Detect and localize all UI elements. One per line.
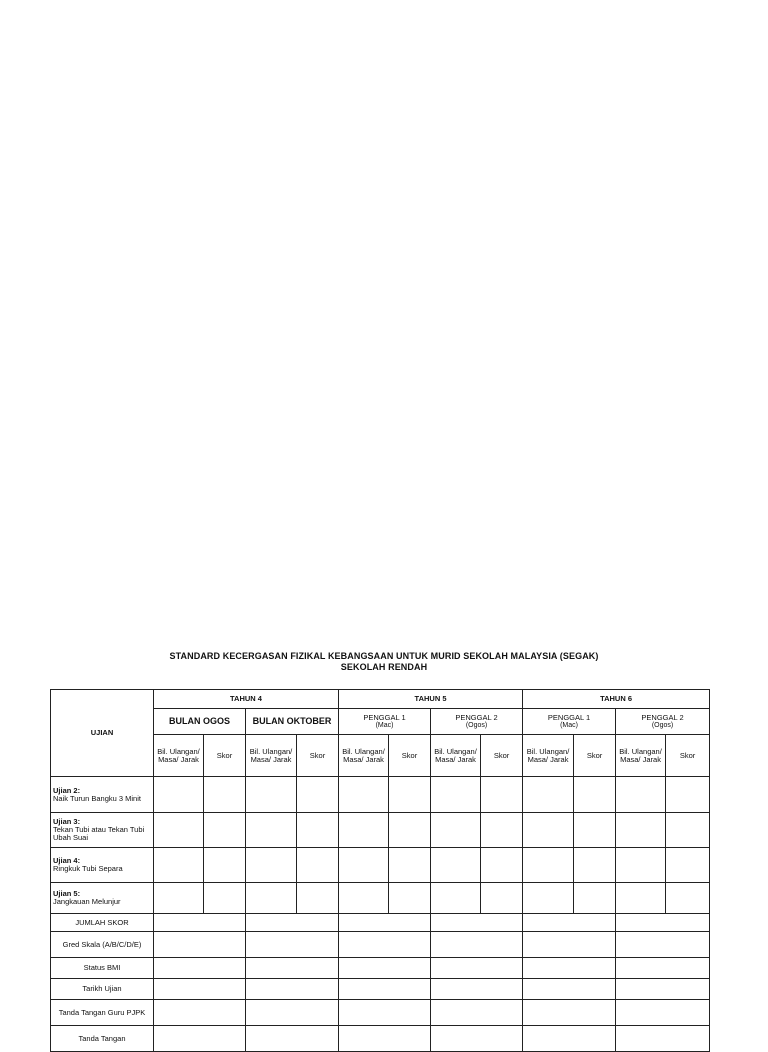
entry-cell[interactable] xyxy=(339,932,431,958)
entry-cell[interactable] xyxy=(431,914,523,932)
entry-cell[interactable] xyxy=(616,777,666,813)
entry-cell[interactable] xyxy=(154,883,204,914)
table-row xyxy=(51,914,710,932)
col-bil-header: Bil. Ulangan/ Masa/ Jarak xyxy=(431,735,481,777)
entry-cell[interactable] xyxy=(523,914,616,932)
test-label xyxy=(51,813,154,848)
year-header-tahun-5: TAHUN 5 xyxy=(339,690,523,709)
entry-cell[interactable] xyxy=(431,883,481,914)
entry-cell[interactable] xyxy=(339,883,389,914)
entry-cell[interactable] xyxy=(297,848,339,883)
table-row xyxy=(51,848,710,883)
entry-cell[interactable] xyxy=(574,777,616,813)
entry-cell[interactable] xyxy=(154,1026,246,1052)
col-bil-header: Bil. Ulangan/ Masa/ Jarak xyxy=(523,735,574,777)
entry-cell[interactable] xyxy=(297,777,339,813)
entry-cell[interactable] xyxy=(574,883,616,914)
summary-label: Tanda Tangan xyxy=(51,1026,154,1052)
col-bil-header: Bil. Ulangan/ Masa/ Jarak xyxy=(246,735,297,777)
entry-cell[interactable] xyxy=(339,914,431,932)
segak-score-table xyxy=(50,689,710,1052)
entry-cell[interactable] xyxy=(246,979,339,1000)
entry-cell[interactable] xyxy=(616,958,710,979)
entry-cell[interactable] xyxy=(666,848,710,883)
entry-cell[interactable] xyxy=(481,883,523,914)
summary-label: Gred Skala (A/B/C/D/E) xyxy=(51,932,154,958)
entry-cell[interactable] xyxy=(154,979,246,1000)
entry-cell[interactable] xyxy=(616,914,710,932)
period-header-bulan-ogos xyxy=(154,709,246,735)
entry-cell[interactable] xyxy=(481,848,523,883)
entry-cell[interactable] xyxy=(616,1026,710,1052)
period-label: PENGGAL 2 xyxy=(455,712,498,722)
entry-cell[interactable] xyxy=(297,883,339,914)
period-header-t5-penggal-2 xyxy=(431,709,523,735)
col-skor-header: Skor xyxy=(389,735,431,777)
entry-cell[interactable] xyxy=(246,932,339,958)
col-skor-header: Skor xyxy=(666,735,710,777)
col-bil-header: Bil. Ulangan/ Masa/ Jarak xyxy=(339,735,389,777)
entry-cell[interactable] xyxy=(666,883,710,914)
entry-cell[interactable] xyxy=(523,813,574,848)
entry-cell[interactable] xyxy=(616,848,666,883)
table-row xyxy=(51,1000,710,1026)
period-sub: (Ogos) xyxy=(465,721,488,729)
test-desc: Jangkauan Melunjur xyxy=(53,897,121,906)
entry-cell[interactable] xyxy=(154,1000,246,1026)
entry-cell[interactable] xyxy=(246,1000,339,1026)
test-title: Ujian 3: xyxy=(53,817,81,826)
entry-cell[interactable] xyxy=(204,883,246,914)
year-header-tahun-4: TAHUN 4 xyxy=(154,690,339,709)
col-skor-header: Skor xyxy=(574,735,616,777)
ujian-header: UJIAN xyxy=(51,690,154,777)
entry-cell[interactable] xyxy=(339,979,431,1000)
entry-cell[interactable] xyxy=(246,914,339,932)
entry-cell[interactable] xyxy=(574,848,616,883)
title-line-1: STANDARD KECERGASAN FIZIKAL KEBANGSAAN UNTUK MURID SEKOLAH MALAYSIA (SEGAK) xyxy=(169,651,599,661)
test-title: Ujian 4: xyxy=(53,856,81,865)
period-label: BULAN OGOS xyxy=(168,716,230,726)
test-label xyxy=(51,848,154,883)
entry-cell[interactable] xyxy=(431,813,481,848)
entry-cell[interactable] xyxy=(666,777,710,813)
entry-cell[interactable] xyxy=(204,777,246,813)
year-header-tahun-6: TAHUN 6 xyxy=(523,690,710,709)
period-label: BULAN OKTOBER xyxy=(252,716,332,726)
entry-cell[interactable] xyxy=(246,883,297,914)
entry-cell[interactable] xyxy=(523,848,574,883)
entry-cell[interactable] xyxy=(523,958,616,979)
entry-cell[interactable] xyxy=(616,932,710,958)
entry-cell[interactable] xyxy=(339,813,389,848)
entry-cell[interactable] xyxy=(154,958,246,979)
entry-cell[interactable] xyxy=(154,848,204,883)
entry-cell[interactable] xyxy=(616,813,666,848)
summary-label: JUMLAH SKOR xyxy=(51,914,154,932)
test-label xyxy=(51,777,154,813)
entry-cell[interactable] xyxy=(154,914,246,932)
entry-cell[interactable] xyxy=(339,777,389,813)
period-sub: (Mac) xyxy=(375,721,394,729)
entry-cell[interactable] xyxy=(431,848,481,883)
table-row xyxy=(51,777,710,813)
period-header-t5-penggal-1 xyxy=(339,709,431,735)
entry-cell[interactable] xyxy=(204,848,246,883)
period-label: PENGGAL 1 xyxy=(547,712,591,722)
entry-cell[interactable] xyxy=(523,777,574,813)
table-row xyxy=(51,958,710,979)
period-header-bulan-oktober xyxy=(246,709,339,735)
col-bil-header: Bil. Ulangan/ Masa/ Jarak xyxy=(616,735,666,777)
test-desc: Tekan Tubi atau Tekan Tubi Ubah Suai xyxy=(53,825,145,842)
entry-cell[interactable] xyxy=(431,932,523,958)
entry-cell[interactable] xyxy=(481,813,523,848)
entry-cell[interactable] xyxy=(666,813,710,848)
entry-cell[interactable] xyxy=(431,777,481,813)
entry-cell[interactable] xyxy=(523,1026,616,1052)
table-row xyxy=(51,883,710,914)
summary-label: Tarikh Ujian xyxy=(51,979,154,1000)
table-row xyxy=(51,1026,710,1052)
col-bil-header: Bil. Ulangan/ Masa/ Jarak xyxy=(154,735,204,777)
entry-cell[interactable] xyxy=(339,848,389,883)
period-header-t6-penggal-1 xyxy=(523,709,616,735)
entry-cell[interactable] xyxy=(523,883,574,914)
entry-cell[interactable] xyxy=(389,777,431,813)
test-desc: Naik Turun Bangku 3 Minit xyxy=(53,793,141,803)
entry-cell[interactable] xyxy=(574,813,616,848)
entry-cell[interactable] xyxy=(431,979,523,1000)
entry-cell[interactable] xyxy=(297,813,339,848)
test-label xyxy=(51,883,154,914)
title-line-2: SEKOLAH RENDAH xyxy=(340,662,428,672)
entry-cell[interactable] xyxy=(523,932,616,958)
entry-cell[interactable] xyxy=(339,958,431,979)
entry-cell[interactable] xyxy=(481,777,523,813)
entry-cell[interactable] xyxy=(389,813,431,848)
summary-label: Status BMI xyxy=(51,958,154,979)
entry-cell[interactable] xyxy=(339,1000,431,1026)
period-sub: (Mac) xyxy=(560,721,578,729)
entry-cell[interactable] xyxy=(431,1026,523,1052)
period-sub: (Ogos) xyxy=(651,721,674,729)
entry-cell[interactable] xyxy=(339,1026,431,1052)
entry-cell[interactable] xyxy=(154,932,246,958)
col-skor-header: Skor xyxy=(481,735,523,777)
test-desc: Ringkuk Tubi Separa xyxy=(53,864,123,873)
period-label: PENGGAL 2 xyxy=(641,712,684,722)
entry-cell[interactable] xyxy=(523,979,616,1000)
test-title: Ujian 5: xyxy=(53,889,81,898)
entry-cell[interactable] xyxy=(389,883,431,914)
test-title: Ujian 2: xyxy=(53,785,81,795)
entry-cell[interactable] xyxy=(154,813,204,848)
entry-cell[interactable] xyxy=(523,1000,616,1026)
col-skor-header: Skor xyxy=(297,735,339,777)
entry-cell[interactable] xyxy=(246,848,297,883)
entry-cell[interactable] xyxy=(616,1000,710,1026)
document-title xyxy=(0,651,768,673)
table-row xyxy=(51,813,710,848)
entry-cell[interactable] xyxy=(246,1026,339,1052)
entry-cell[interactable] xyxy=(154,777,204,813)
entry-cell[interactable] xyxy=(431,1000,523,1026)
entry-cell[interactable] xyxy=(246,958,339,979)
period-header-t6-penggal-2 xyxy=(616,709,710,735)
entry-cell[interactable] xyxy=(246,813,297,848)
table-row xyxy=(51,932,710,958)
period-label: PENGGAL 1 xyxy=(363,712,406,722)
summary-label: Tanda Tangan Guru PJPK xyxy=(51,1000,154,1026)
entry-cell[interactable] xyxy=(431,958,523,979)
entry-cell[interactable] xyxy=(246,777,297,813)
table-row xyxy=(51,979,710,1000)
entry-cell[interactable] xyxy=(616,979,710,1000)
entry-cell[interactable] xyxy=(389,848,431,883)
entry-cell[interactable] xyxy=(204,813,246,848)
entry-cell[interactable] xyxy=(616,883,666,914)
col-skor-header: Skor xyxy=(204,735,246,777)
